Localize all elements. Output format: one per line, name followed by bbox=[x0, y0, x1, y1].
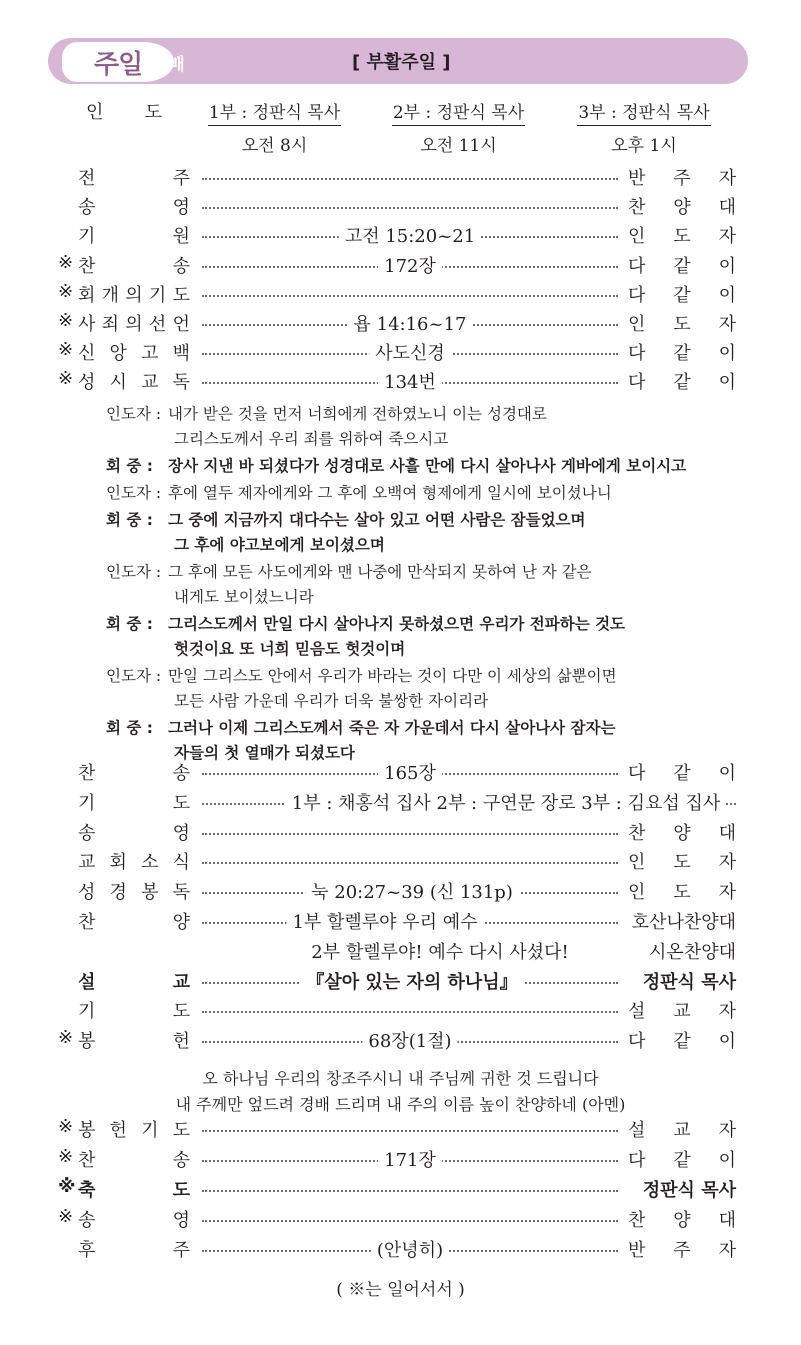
responsible-char: 같 bbox=[673, 1150, 691, 1171]
dotted-leader bbox=[202, 848, 618, 864]
responsible-char: 양 bbox=[673, 822, 691, 844]
speaker-label: 인도자 : bbox=[106, 484, 162, 502]
responsible-char: 도 bbox=[673, 314, 691, 335]
order-label bbox=[78, 1116, 190, 1142]
standing-mark: ※ bbox=[58, 251, 74, 273]
order-responsible bbox=[628, 997, 736, 1023]
responsive-line: 그러나 이제 그리스도께서 죽은 자 가운데서 다시 살아나사 잠자는 bbox=[168, 719, 616, 737]
order-label bbox=[78, 759, 190, 785]
order-label bbox=[78, 164, 190, 190]
order-label bbox=[78, 878, 190, 904]
responsible-char: 자 bbox=[718, 1001, 736, 1023]
responsible-char: 교 bbox=[673, 1001, 691, 1023]
speaker-label: 회 중 : bbox=[106, 615, 153, 633]
responsible-char: 같 bbox=[673, 284, 691, 306]
order-responsible bbox=[628, 368, 736, 394]
order-label-char: 헌 bbox=[109, 1120, 127, 1141]
responsible-char: 시온찬양대 bbox=[649, 941, 736, 963]
order-label-char: 도 bbox=[172, 1120, 190, 1141]
order-label-char: 송 bbox=[78, 1210, 96, 1231]
order-label bbox=[78, 281, 190, 307]
standing-mark: ※ bbox=[58, 310, 74, 331]
order-label-char: 봉 bbox=[78, 1120, 96, 1141]
standing-mark: ※ bbox=[58, 339, 74, 361]
order-label-char: 선 bbox=[148, 314, 167, 335]
responsible-char: 다 bbox=[628, 284, 646, 306]
order-detail: 1부 : 채홍석 집사 2부 : 구연문 장로 3부 : 김요섭 집사 bbox=[286, 789, 726, 815]
order-detail: 눅 20:27~39 (신 131p) bbox=[305, 878, 519, 904]
leaders-label bbox=[86, 98, 162, 124]
order-label-char: 앙 bbox=[109, 343, 127, 365]
order-label-char: 경 bbox=[109, 882, 127, 904]
order-label-char: 전 bbox=[78, 168, 96, 189]
order-detail: 134번 bbox=[378, 368, 442, 394]
order-responsible bbox=[628, 252, 736, 278]
responsible-char: 이 bbox=[718, 763, 736, 784]
session-time: 오전 8시 bbox=[241, 136, 308, 156]
responsible-char: 인 bbox=[628, 314, 646, 335]
responsible-char: 정판식 목사 bbox=[642, 1180, 736, 1201]
responsible-char: 대 bbox=[718, 822, 736, 844]
order-label-char: 주 bbox=[172, 1240, 190, 1261]
order-label-char: 송 bbox=[78, 197, 96, 219]
order-detail: 1부 할렐루야 우리 예수 bbox=[286, 908, 483, 934]
order-label-char: 의 bbox=[125, 314, 143, 335]
responsible-char: 다 bbox=[628, 1031, 646, 1053]
order-label-char: 봉 bbox=[141, 882, 159, 904]
session-time: 오전 11시 bbox=[420, 136, 497, 156]
order-label bbox=[78, 1146, 190, 1172]
order-label-char: 설 bbox=[78, 971, 96, 993]
session-name: 3부 : 정판식 목사 bbox=[577, 98, 710, 126]
responsible-char: 이 bbox=[718, 372, 736, 394]
order-label-char: 시 bbox=[109, 372, 127, 394]
responsible-char: 자 bbox=[718, 852, 736, 874]
standing-mark: ※ bbox=[58, 1206, 74, 1227]
order-label-char: 백 bbox=[172, 343, 190, 365]
responsive-congregation bbox=[106, 508, 586, 558]
responsive-congregation bbox=[106, 454, 686, 479]
responsive-line: 헛것이요 또 너희 믿음도 헛것이며 bbox=[174, 640, 406, 658]
order-detail: 171장 bbox=[378, 1146, 442, 1172]
responsible-char: 도 bbox=[673, 852, 691, 874]
order-label-char: 도 bbox=[172, 1001, 190, 1023]
responsive-leader bbox=[106, 664, 617, 714]
dotted-leader bbox=[202, 193, 618, 209]
order-label-char: 성 bbox=[78, 372, 96, 394]
responsive-line: 만일 그리스도 안에서 우리가 바라는 것이 다만 이 세상의 삶뿐이면 bbox=[168, 667, 617, 685]
order-label bbox=[78, 368, 190, 394]
offering-hymn-line: 오 하나님 우리의 창조주시니 내 주님께 귀한 것 드립니다 bbox=[202, 1069, 599, 1088]
responsible-char: 호산나찬양대 bbox=[631, 912, 736, 933]
order-label-char: 개 bbox=[101, 284, 120, 306]
responsible-char: 양 bbox=[673, 1210, 691, 1231]
responsible-char: 주 bbox=[673, 168, 691, 189]
order-label-char: 회 bbox=[78, 284, 96, 306]
order-responsible bbox=[628, 1236, 736, 1262]
order-responsible bbox=[628, 759, 736, 785]
order-label-char: 성 bbox=[78, 882, 96, 904]
responsible-char: 이 bbox=[718, 284, 736, 306]
order-label-char: 소 bbox=[141, 852, 159, 874]
responsible-char: 양 bbox=[673, 197, 691, 219]
order-detail: 고전 15:20~21 bbox=[339, 222, 481, 248]
header-subtitle: [ 부활주일 ] bbox=[352, 52, 451, 73]
order-responsible bbox=[628, 1206, 736, 1232]
responsible-char: 도 bbox=[673, 226, 691, 248]
dotted-leader bbox=[202, 164, 618, 180]
order-label-char: 영 bbox=[172, 197, 190, 219]
order-detail: 165장 bbox=[378, 759, 442, 785]
responsible-char: 같 bbox=[673, 763, 691, 784]
responsible-char: 자 bbox=[718, 226, 736, 248]
order-label-char: 헌 bbox=[172, 1031, 190, 1053]
responsible-char: 인 bbox=[628, 882, 646, 904]
order-responsible bbox=[628, 848, 736, 874]
responsive-line: 자들의 첫 열매가 되셨도다 bbox=[174, 744, 355, 762]
dotted-leader bbox=[202, 997, 618, 1013]
order-label-char: 도 bbox=[172, 792, 190, 814]
order-detail: 사도신경 bbox=[369, 339, 451, 365]
responsible-char: 자 bbox=[718, 1120, 736, 1141]
standing-mark: ※ bbox=[58, 368, 74, 390]
responsible-char: 다 bbox=[628, 343, 646, 365]
responsive-line: 후에 열두 제자에게와 그 후에 오백여 형제에게 일시에 보이셨나니 bbox=[168, 484, 612, 502]
responsible-char: 반 bbox=[628, 1240, 646, 1261]
order-label-char: 죄 bbox=[101, 314, 120, 335]
offering-hymn-line: 내 주께만 엎드려 경배 드리며 내 주의 이름 높이 찬양하네 (아멘) bbox=[175, 1095, 626, 1114]
responsive-line: 그리스도께서 우리 죄를 위하여 죽으시고 bbox=[174, 430, 449, 448]
responsive-line: 그 후에 야고보에게 보이셨으며 bbox=[174, 536, 385, 554]
speaker-label: 인도자 : bbox=[106, 405, 162, 423]
order-label-char: 기 bbox=[78, 792, 96, 814]
responsible-char: 다 bbox=[628, 1150, 646, 1171]
responsible-char: 이 bbox=[718, 255, 736, 277]
order-label-char: 교 bbox=[172, 971, 190, 993]
order-responsible bbox=[628, 164, 736, 190]
responsive-leader bbox=[106, 481, 612, 506]
responsible-char: 주 bbox=[673, 1240, 691, 1261]
order-detail: 욥 14:16~17 bbox=[348, 310, 473, 336]
order-label-char: 도 bbox=[172, 1180, 190, 1201]
dotted-leader bbox=[202, 1206, 618, 1222]
order-label bbox=[78, 310, 190, 336]
speaker-label: 인도자 : bbox=[106, 563, 162, 581]
session-time: 오후 1시 bbox=[611, 136, 677, 156]
responsive-line: 그 후에 모든 사도에게와 맨 나중에 만삭되지 못하여 난 자 같은 bbox=[168, 563, 592, 581]
order-label-char: 신 bbox=[78, 343, 96, 365]
responsible-char: 같 bbox=[673, 343, 691, 365]
leaders-label-char: 도 bbox=[144, 102, 162, 123]
responsible-char: 자 bbox=[718, 882, 736, 904]
order-label bbox=[78, 908, 190, 934]
order-label-char: 찬 bbox=[78, 1150, 96, 1171]
standing-mark: ※ bbox=[58, 1027, 74, 1049]
order-label-char: 사 bbox=[78, 314, 96, 335]
footnote: ( ※는 일어서서 ) bbox=[336, 1280, 465, 1300]
order-label bbox=[78, 339, 190, 365]
responsive-line: 내게도 보이셨느니라 bbox=[174, 588, 314, 606]
order-responsible bbox=[628, 310, 736, 336]
order-responsible bbox=[628, 222, 736, 248]
order-label bbox=[78, 997, 190, 1023]
order-label bbox=[78, 1206, 190, 1232]
order-responsible bbox=[628, 339, 736, 365]
order-label-char: 영 bbox=[172, 1210, 190, 1231]
order-label-char: 독 bbox=[172, 882, 190, 904]
order-responsible bbox=[628, 281, 736, 307]
order-label-char: 교 bbox=[78, 852, 96, 874]
order-label-char: 찬 bbox=[78, 763, 96, 784]
responsible-char: 설 bbox=[628, 1120, 646, 1141]
order-detail: 『살아 있는 자의 하나님』 bbox=[300, 968, 523, 994]
order-responsible bbox=[628, 1146, 736, 1172]
order-label-char: 식 bbox=[172, 852, 190, 874]
order-label bbox=[78, 222, 190, 248]
responsive-line: 그리스도께서 만일 다시 살아나지 못하셨으면 우리가 전파하는 것도 bbox=[168, 615, 626, 633]
order-responsible bbox=[628, 878, 736, 904]
responsive-line: 그 중에 지금까지 대다수는 살아 있고 어떤 사람은 잠들었으며 bbox=[168, 511, 586, 529]
order-label-char: 주 bbox=[172, 168, 190, 189]
responsible-char: 이 bbox=[718, 1150, 736, 1171]
responsible-char: 인 bbox=[628, 226, 646, 248]
responsible-char: 찬 bbox=[628, 1210, 646, 1231]
speaker-label: 인도자 : bbox=[106, 667, 162, 685]
dotted-leader bbox=[202, 1176, 618, 1192]
responsible-char: 대 bbox=[718, 197, 736, 219]
order-label-char: 축 bbox=[78, 1180, 96, 1201]
order-responsible bbox=[628, 1176, 736, 1202]
responsive-leader bbox=[106, 560, 592, 610]
responsible-char: 자 bbox=[718, 168, 736, 189]
speaker-label: 회 중 : bbox=[106, 511, 153, 529]
responsive-congregation bbox=[106, 612, 625, 662]
standing-mark: ※ bbox=[58, 1176, 76, 1197]
responsible-char: 다 bbox=[628, 763, 646, 784]
order-responsible bbox=[628, 908, 736, 934]
leaders-label-char: 인 bbox=[86, 102, 104, 123]
order-label bbox=[78, 819, 190, 845]
order-detail: (안녕히) bbox=[371, 1236, 449, 1262]
order-label bbox=[78, 1027, 190, 1053]
order-label-char: 찬 bbox=[78, 912, 96, 933]
dotted-leader bbox=[202, 819, 618, 835]
responsible-char: 다 bbox=[628, 255, 646, 277]
standing-mark: ※ bbox=[58, 1116, 74, 1137]
responsible-char: 같 bbox=[673, 372, 691, 394]
order-label-char: 송 bbox=[172, 1150, 190, 1171]
responsible-char: 교 bbox=[673, 1120, 691, 1141]
order-detail: 2부 할렐루야! 예수 다시 사셨다! bbox=[305, 938, 574, 964]
order-label bbox=[78, 252, 190, 278]
order-detail: 172장 bbox=[378, 252, 442, 278]
order-label-char: 송 bbox=[78, 822, 96, 844]
order-label bbox=[78, 968, 190, 994]
speaker-label: 회 중 : bbox=[106, 457, 153, 475]
dotted-leader bbox=[202, 1116, 618, 1132]
responsible-char: 설 bbox=[628, 1001, 646, 1023]
responsible-char: 자 bbox=[718, 1240, 736, 1261]
order-label-char: 기 bbox=[78, 226, 96, 248]
responsible-char: 인 bbox=[628, 852, 646, 874]
speaker-label: 회 중 : bbox=[106, 719, 153, 737]
order-label-char: 기 bbox=[148, 284, 167, 306]
order-label bbox=[78, 193, 190, 219]
order-label bbox=[78, 1236, 190, 1262]
order-label-char: 후 bbox=[78, 1240, 96, 1261]
order-label-char: 원 bbox=[172, 226, 190, 248]
order-label bbox=[78, 789, 190, 815]
order-label bbox=[78, 848, 190, 874]
order-responsible bbox=[628, 968, 736, 994]
order-responsible bbox=[628, 193, 736, 219]
order-label-char: 기 bbox=[78, 1001, 96, 1023]
order-label bbox=[78, 1176, 190, 1202]
responsive-line: 내가 받은 것을 먼저 너희에게 전하였노니 이는 성경대로 bbox=[168, 405, 547, 423]
order-label-char: 독 bbox=[172, 372, 190, 394]
order-label-char: 찬 bbox=[78, 255, 96, 277]
order-label-char: 언 bbox=[172, 314, 190, 335]
responsive-line: 장사 지낸 바 되셨다가 성경대로 사흘 만에 다시 살아나사 게바에게 보이시고 bbox=[168, 457, 687, 475]
header-title-sub: 예배 bbox=[152, 55, 185, 75]
session-3 bbox=[570, 98, 718, 156]
responsible-char: 이 bbox=[718, 1031, 736, 1053]
order-label-char: 양 bbox=[172, 912, 190, 933]
responsible-char: 찬 bbox=[628, 822, 646, 844]
responsible-char: 반 bbox=[628, 168, 646, 189]
responsible-char: 대 bbox=[718, 1210, 736, 1231]
order-label-char: 의 bbox=[125, 284, 143, 306]
standing-mark: ※ bbox=[58, 1146, 74, 1167]
responsible-char: 도 bbox=[673, 882, 691, 904]
dotted-leader bbox=[202, 281, 618, 297]
session-name: 1부 : 정판식 목사 bbox=[208, 98, 341, 126]
responsible-char: 같 bbox=[673, 1031, 691, 1053]
order-label-char: 봉 bbox=[78, 1031, 96, 1053]
responsible-char: 같 bbox=[673, 255, 691, 277]
order-detail: 68장(1절) bbox=[362, 1027, 457, 1053]
session-1 bbox=[202, 98, 347, 156]
order-responsible bbox=[628, 1027, 736, 1053]
order-responsible bbox=[628, 819, 736, 845]
responsive-leader bbox=[106, 402, 547, 452]
responsible-char: 자 bbox=[718, 314, 736, 335]
order-label-char: 기 bbox=[141, 1120, 159, 1141]
responsible-char: 다 bbox=[628, 372, 646, 394]
order-label-char: 고 bbox=[141, 343, 159, 365]
order-responsible bbox=[628, 938, 736, 964]
header-title-main: 주일 bbox=[94, 50, 143, 80]
responsible-char: 정판식 목사 bbox=[642, 971, 736, 993]
standing-mark: ※ bbox=[58, 280, 74, 302]
order-label-char: 도 bbox=[172, 284, 190, 306]
order-label-char: 회 bbox=[109, 852, 127, 874]
order-responsible bbox=[628, 1116, 736, 1142]
session-2 bbox=[386, 98, 531, 156]
responsible-char: 이 bbox=[718, 343, 736, 365]
order-label-char: 송 bbox=[172, 255, 190, 277]
order-label-char: 송 bbox=[172, 763, 190, 784]
order-label-char: 영 bbox=[172, 822, 190, 844]
responsive-line: 모든 사람 가운데 우리가 더욱 불쌍한 자이리라 bbox=[174, 692, 489, 710]
responsible-char: 찬 bbox=[628, 197, 646, 219]
order-label-char: 교 bbox=[141, 372, 159, 394]
session-name: 2부 : 정판식 목사 bbox=[392, 98, 525, 126]
